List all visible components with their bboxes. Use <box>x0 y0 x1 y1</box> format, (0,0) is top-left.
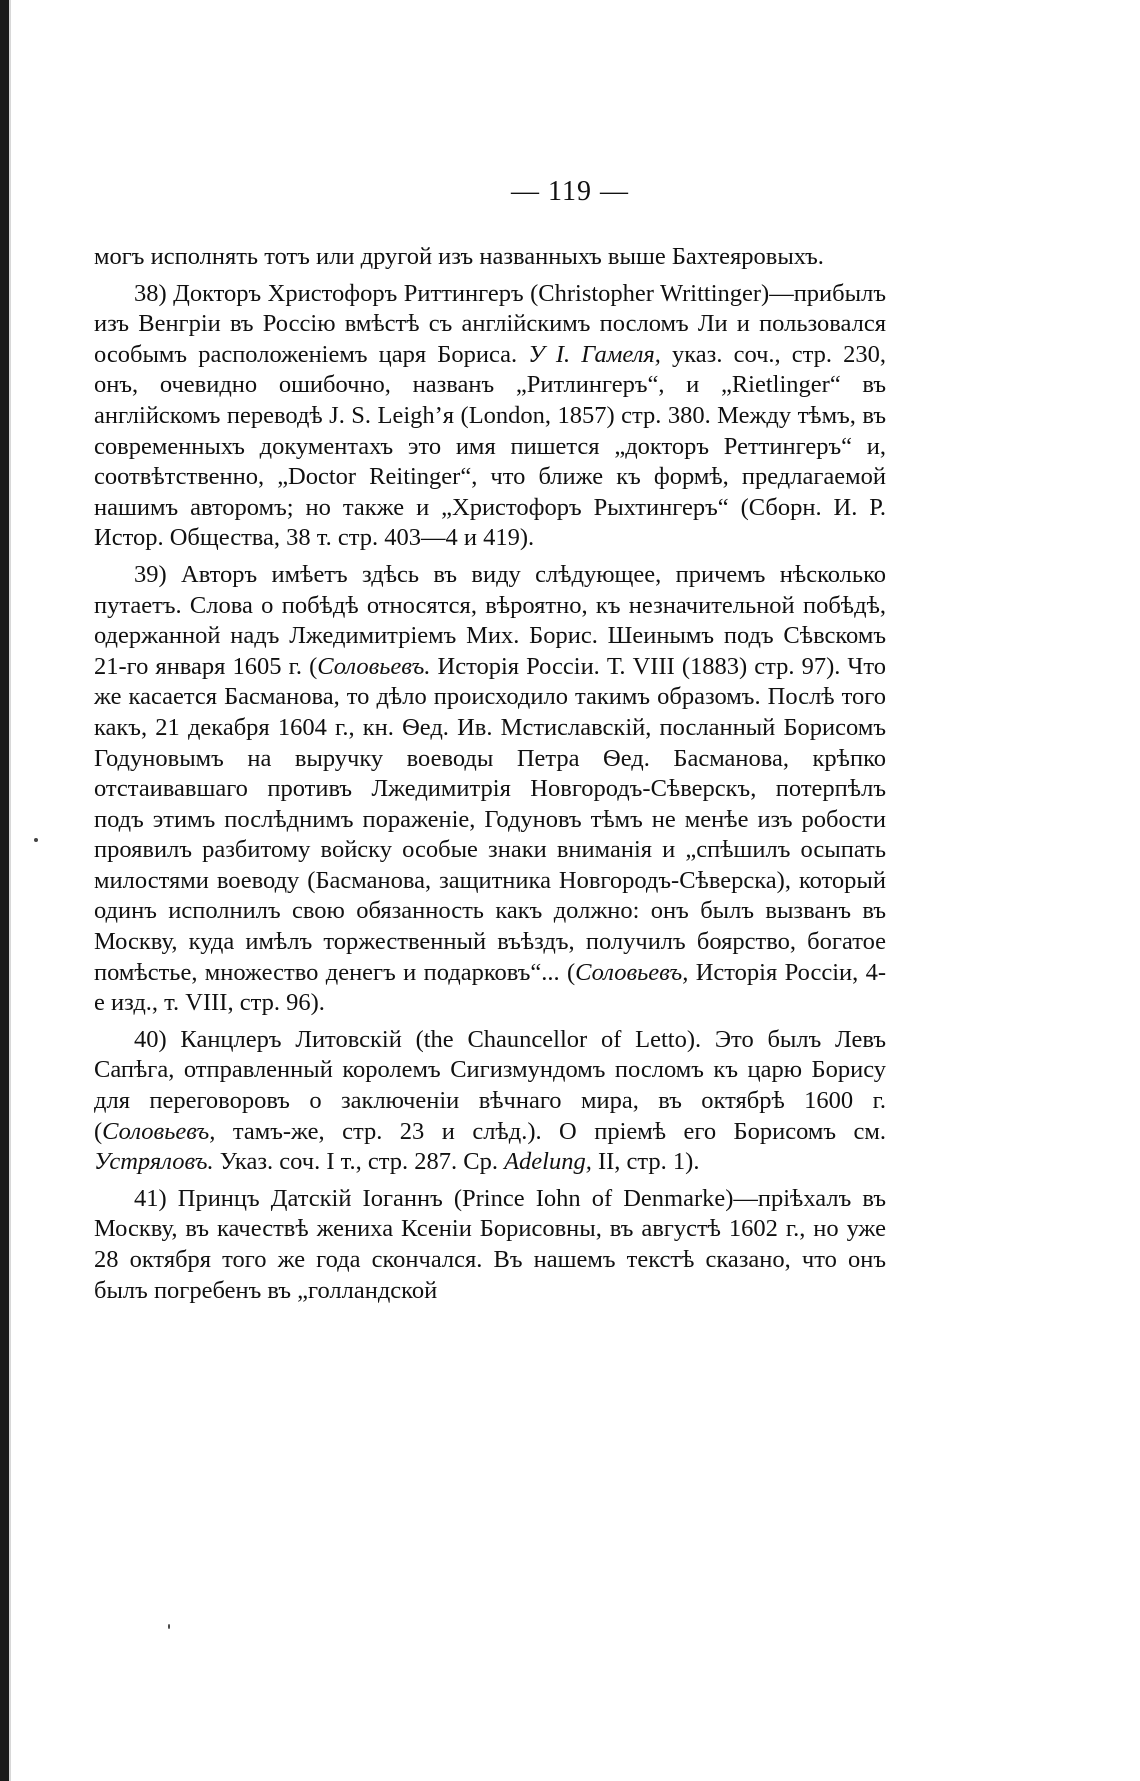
paragraph-text: Указ. соч. I т., стр. 287. Ср. <box>213 1148 505 1176</box>
citation-author: Соловьевъ, <box>102 1117 216 1145</box>
main-text <box>94 242 886 1312</box>
paragraph-text: тамъ-же, стр. 23 и слѣд.). О пріемѣ его Борисомъ см. <box>215 1117 886 1145</box>
page-left-edge-shadow <box>0 0 9 1781</box>
note-41 <box>94 1184 886 1306</box>
paragraph-text: II, стр. 1). <box>591 1148 700 1176</box>
note-39 <box>94 560 886 1019</box>
paragraph-text: 40) Канцлеръ Литовскій (the Chauncellor of Letto). Это былъ Левъ Сапѣга, отправленный королемъ Сигизмундомъ посломъ къ царю Борису для переговоровъ о заключеніи вѣчнаго мира, въ октябрѣ 1600 г. ( <box>94 1025 886 1145</box>
citation-author: Соловьевъ, <box>575 958 689 986</box>
paragraph-text: 38) Докторъ Христофоръ Риттингеръ (Christopher Writtinger)—прибылъ изъ Венгріи въ Россію вмѣстѣ съ англійскимъ посломъ Ли и пользовался особымъ расположеніемъ царя Бориса. <box>94 279 886 368</box>
citation-author: Соловьевъ. <box>317 652 431 680</box>
note-40 <box>94 1025 886 1178</box>
paragraph-text: могъ исполнять тотъ или другой изъ названныхъ выше Бахтеяровыхъ. <box>94 243 824 270</box>
citation-author: Устряловъ. <box>94 1148 214 1176</box>
paragraph-text: указ. соч., стр. 230, онъ, очевидно ошибочно, названъ „Ритлингеръ“, и „Rietlinger“ въ англійскомъ переводѣ J. S. Leigh’я (London, 1857) стр. 380. Между тѣмъ, въ современныхъ документахъ это имя пишется „докторъ Реттингеръ“ и, соотвѣтственно, „Doctor Reitinger“, что ближе къ формѣ, предлагаемой нашимъ авторомъ; но также и „Христофоръ Рыхтингеръ“ (Сборн. И. Р. Истор. Общества, 38 т. стр. 403—4 и 419). <box>94 340 886 552</box>
paragraph-text: 41) Принцъ Датскій Іоганнъ (Prince Iohn of Denmarke)—пріѣхалъ въ Москву, въ качествѣ жениха Ксеніи Борисовны, въ августѣ 1602 г., но уже 28 октября того же года скончался. Въ нашемъ текстѣ сказано, что онъ былъ погребенъ въ „голландской <box>94 1184 886 1304</box>
paragraph-text: Исторія Россіи. Т. VIII (1883) стр. 97). Что же касается Басманова, то дѣло происходило такимъ образомъ. Послѣ того какъ, 21 декабря 1604 г., кн. Ѳед. Ив. Мстиславскій, посланный Борисомъ Годуновымъ на выручку воеводы Петра Ѳед. Басманова, крѣпко отстаивавшаго противъ Лжедимитрія Новгородъ-Сѣверскъ, потерпѣлъ подъ этимъ послѣднимъ пораженіе, Годуновъ тѣмъ не менѣе изъ робости проявилъ разбитому войску особые знаки вниманія и „спѣшилъ осыпать милостями воеводу (Басманова, защитника Новгородъ-Сѣверска), который одинъ исполнилъ свою обязанность какъ должно: онъ былъ вызванъ въ Москву, куда имѣлъ торжественный въѣздъ, получилъ боярство, богатое помѣстье, множество денегъ и подарковъ“... ( <box>94 652 886 986</box>
citation-author: У I. Гамеля, <box>528 340 661 368</box>
note-38 <box>94 279 886 554</box>
page-number: — 119 — <box>511 176 629 207</box>
paragraph-text: Исторія Россіи, 4-е изд., т. VIII, стр. 96). <box>94 958 887 1017</box>
scan-speck <box>168 1624 170 1629</box>
paragraph-text: 39) Авторъ имѣетъ здѣсь въ виду слѣдующее, причемъ нѣсколько путаетъ. Слова о побѣдѣ относятся, вѣроятно, къ незначительной побѣдѣ, одержанной надъ Лжедимитріемъ Мих. Борис. Шеинымъ подъ Сѣвскомъ 21-го января 1605 г. ( <box>94 560 886 680</box>
paragraph-continuation <box>94 242 886 273</box>
citation-author: Adelung, <box>504 1148 592 1176</box>
page-left-edge-gap <box>9 0 11 1781</box>
scan-speck <box>34 838 38 842</box>
